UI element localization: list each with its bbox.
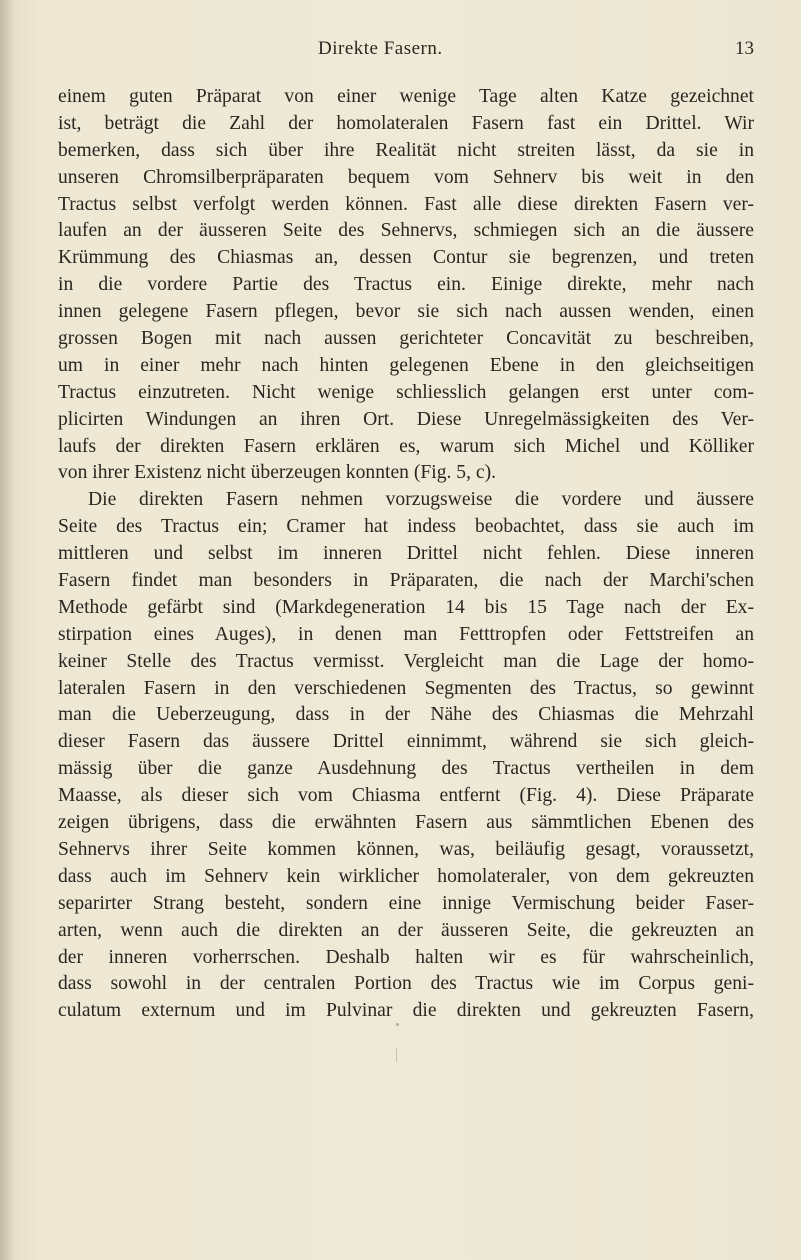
text-line: dass sowohl in der centralen Portion des Tractus wie im Corpus geni-: [58, 973, 754, 995]
text-line: laufs der direkten Fasern erklären es, warum sich Michel und Kölliker: [58, 435, 754, 457]
text-line: unseren Chromsilberpräparaten bequem vom Sehnerv bis weit in den: [58, 166, 754, 188]
text-line: separirter Strang besteht, sondern eine innige Vermischung beider Faser-: [58, 892, 754, 914]
page-number: 13: [735, 38, 754, 59]
text-line: Sehnervs ihrer Seite kommen können, was, beiläufig gesagt, voraussetzt,: [58, 838, 754, 860]
text-line: plicirten Windungen an ihren Ort. Diese Unregelmässigkeiten des Ver-: [58, 408, 754, 430]
text-line: lateralen Fasern in den verschiedenen Segmenten des Tractus, so gewinnt: [58, 677, 754, 699]
text-line: arten, wenn auch die direkten an der äusseren Seite, die gekreuzten an: [58, 919, 754, 941]
text-line: der inneren vorherrschen. Deshalb halten wir es für wahrscheinlich,: [58, 946, 754, 968]
text-line: Fasern findet man besonders in Präparaten, die nach der Marchi'schen: [58, 570, 754, 592]
text-line: um in einer mehr nach hinten gelegenen Ebene in den gleichseitigen: [58, 354, 754, 376]
text-line: Tractus einzutreten. Nicht wenige schliesslich gelangen erst unter com-: [58, 381, 754, 403]
text-line: grossen Bogen mit nach aussen gerichteter Concavität zu beschreiben,: [58, 328, 754, 350]
text-line: stirpation eines Auges), in denen man Fetttropfen oder Fettstreifen an: [58, 623, 754, 645]
text-line: culatum externum und im Pulvinar die direkten und gekreuzten Fasern,: [58, 1000, 754, 1022]
text-line: Maasse, als dieser sich vom Chiasma entfernt (Fig. 4). Diese Präparate: [58, 785, 754, 807]
text-line: innen gelegene Fasern pflegen, bevor sie sich nach aussen wenden, einen: [58, 301, 754, 323]
text-line: Die direkten Fasern nehmen vorzugsweise die vordere und äussere: [88, 489, 754, 511]
text-line: dieser Fasern das äussere Drittel einnimmt, während sie sich gleich-: [58, 731, 754, 753]
text-line: Tractus selbst verfolgt werden können. Fast alle diese direkten Fasern ver-: [58, 193, 754, 215]
text-line: dass auch im Sehnerv kein wirklicher homolateraler, von dem gekreuzten: [58, 865, 754, 887]
text-line: bemerken, dass sich über ihre Realität nicht streiten lässt, da sie in: [58, 139, 754, 161]
text-line: ist, beträgt die Zahl der homolateralen Fasern fast ein Drittel. Wir: [58, 112, 754, 134]
gutter-shadow: [0, 0, 14, 1260]
text-line: Krümmung des Chiasmas an, dessen Contur sie begrenzen, und treten: [58, 247, 754, 269]
text-line: mittleren und selbst im inneren Drittel nicht fehlen. Diese inneren: [58, 543, 754, 565]
text-line: in die vordere Partie des Tractus ein. Einige direkte, mehr nach: [58, 274, 754, 296]
text-line: keiner Stelle des Tractus vermisst. Vergleicht man die Lage der homo-: [58, 650, 754, 672]
body-text: [58, 84, 754, 1025]
running-head-title: Direkte Fasern.: [318, 38, 443, 59]
paper-mark: [396, 1048, 397, 1062]
running-head: [0, 38, 801, 68]
text-line: einem guten Präparat von einer wenige Tage alten Katze gezeichnet: [58, 86, 754, 107]
text-line: mässig über die ganze Ausdehnung des Tractus vertheilen in dem: [58, 758, 754, 780]
text-line: zeigen übrigens, dass die erwähnten Fasern aus sämmtlichen Ebenen des: [58, 812, 754, 834]
paper-speck: [396, 1023, 399, 1026]
text-line: Methode gefärbt sind (Markdegeneration 14 bis 15 Tage nach der Ex-: [58, 596, 754, 618]
text-line: laufen an der äusseren Seite des Sehnervs, schmiegen sich an die äussere: [58, 220, 754, 242]
text-line: Seite des Tractus ein; Cramer hat indess beobachtet, dass sie auch im: [58, 516, 754, 538]
text-line: man die Ueberzeugung, dass in der Nähe des Chiasmas die Mehrzahl: [58, 704, 754, 726]
text-line: von ihrer Existenz nicht überzeugen konnten (Fig. 5, c).: [58, 462, 497, 484]
